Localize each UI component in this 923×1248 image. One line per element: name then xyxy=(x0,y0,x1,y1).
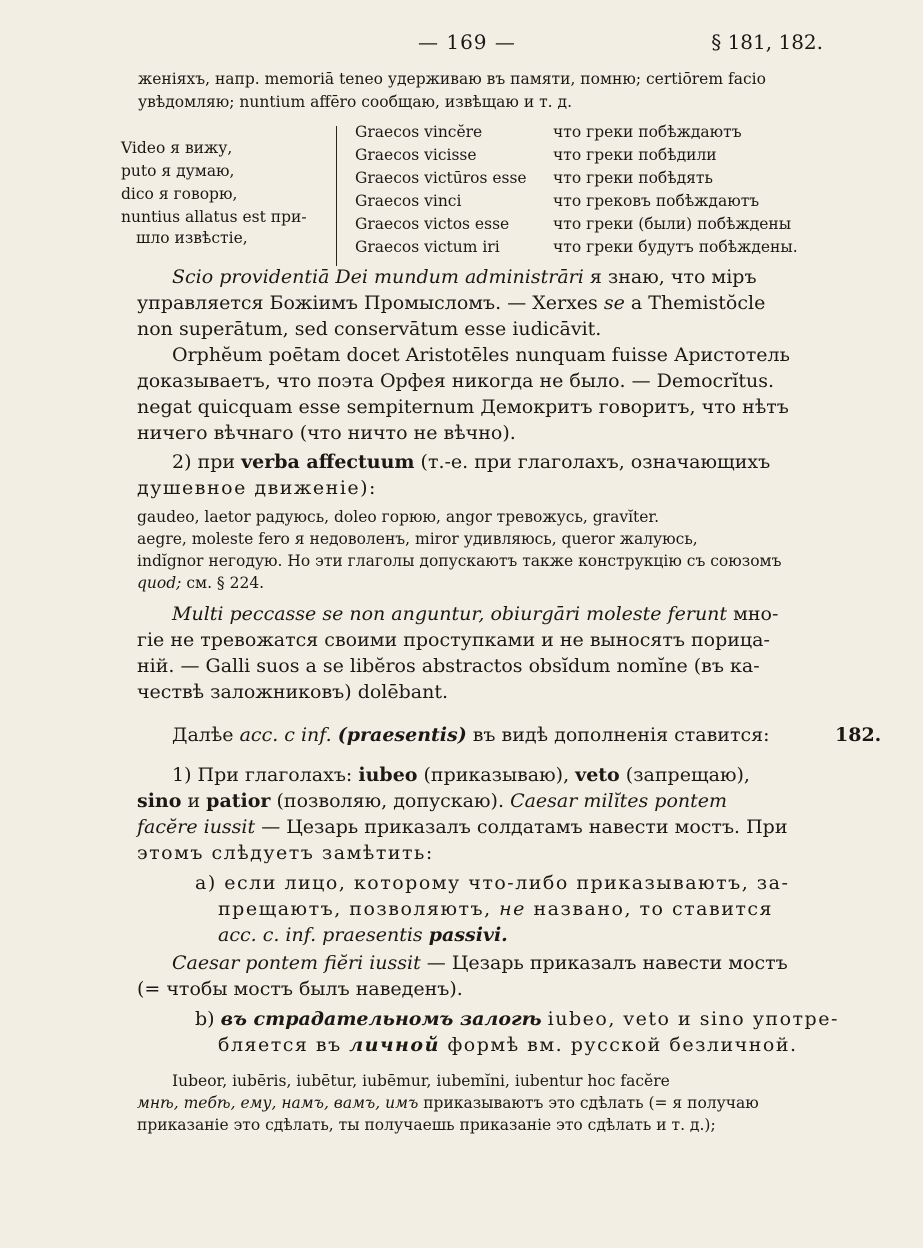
table-right-2: что греки побѣдили xyxy=(553,146,717,164)
table-right-1: что греки побѣждаютъ xyxy=(553,123,742,141)
para3-line-1: 2) при verba affectuum (т.-е. при глаголахъ, означающихъ xyxy=(172,451,771,473)
table-left-3: dico я говорю, xyxy=(121,185,238,203)
table-mid-2: Graecos vicisse xyxy=(355,146,477,164)
table-mid-1: Graecos vincĕre xyxy=(355,123,483,141)
para3-line-2: душевное движеніе): xyxy=(137,477,377,499)
section-182-line: Далѣе acc. c inf. (praesentis) въ видѣ дополненія ставится: xyxy=(172,724,770,746)
small1-line-1: gaudeo, laetor радуюсь, doleo горюю, angor тревожусь, gravĭter. xyxy=(137,508,660,526)
para1-line-1: Scio providentiā Dei mundum administrāri я знаю, что міръ xyxy=(172,266,757,288)
section-header: § 181, 182. xyxy=(711,30,823,54)
bracket-line xyxy=(336,126,343,266)
table-mid-3: Graecos victūros esse xyxy=(355,169,527,187)
small1-line-4: quod; см. § 224. xyxy=(137,574,265,592)
table-left-4: nuntius allatus est при- xyxy=(121,208,307,226)
para4-line-1: Multi peccasse se non anguntur, obiurgāri moleste ferunt мно- xyxy=(172,603,779,625)
para4-line-2: гіе не тревожатся своими проступками и не выносятъ порица- xyxy=(137,629,770,651)
table-mid-6: Graecos victum iri xyxy=(355,238,500,256)
para4-line-4: чествѣ заложниковъ) dolēbant. xyxy=(137,681,449,703)
item-a-line-1: а) если лицо, которому что-либо приказываютъ, за- xyxy=(195,872,790,894)
para1-line-3: non superātum, sed conservātum esse iudicāvit. xyxy=(137,318,602,340)
table-right-4: что грековъ побѣждаютъ xyxy=(553,192,760,210)
table-mid-5: Graecos victos esse xyxy=(355,215,510,233)
item-a-line-3: acc. c. inf. praesentis passivi. xyxy=(218,924,508,946)
para2-line-3: negat quicquam esse sempiternum Демокритъ говоритъ, что нѣтъ xyxy=(137,396,789,418)
small2-line-1: Iubeor, iubēris, iubētur, iubēmur, iubemĭni, iubentur hoc facĕre xyxy=(172,1072,670,1090)
intro-line-2: увѣдомляю; nuntium affēro сообщаю, извѣщаю и т. д. xyxy=(138,93,572,111)
para2-line-2: доказываетъ, что поэта Орфея никогда не было. — Democrĭtus. xyxy=(137,370,775,392)
para4-line-3: ній. — Galli suos a se libĕros abstractos obsĭdum nomĭne (въ ка- xyxy=(137,655,760,677)
section-number: 182. xyxy=(835,724,882,746)
table-left-2: puto я думаю, xyxy=(121,162,235,180)
item-a-line-2: прещаютъ, позволяютъ, не названо, то ставится xyxy=(218,898,774,920)
table-right-3: что греки побѣдять xyxy=(553,169,713,187)
table-right-5: что греки (были) побѣждены xyxy=(553,215,792,233)
para5-line-2: sino и patior (позволяю, допускаю). Caesar milĭtes pontem xyxy=(137,790,728,812)
table-left-5: шло извѣстіе, xyxy=(136,229,248,247)
para5-line-4: этомъ слѣдуетъ замѣтить: xyxy=(137,842,434,864)
para2-line-4: ничего вѣчнаго (что ничто не вѣчно). xyxy=(137,422,516,444)
small2-line-2: мнѣ, тебѣ, ему, намъ, вамъ, имъ приказываютъ это сдѣлать (= я получаю xyxy=(137,1094,759,1112)
table-left-1: Video я вижу, xyxy=(121,139,233,157)
item-b-line-1: b) въ страдательномъ залогѣ iubeo, veto и sino употре- xyxy=(195,1008,839,1030)
table-mid-4: Graecos vinci xyxy=(355,192,462,210)
para6-line-2: (= чтобы мостъ былъ наведенъ). xyxy=(137,978,463,1000)
item-b-line-2: бляется въ личной формѣ вм. русской безличной. xyxy=(218,1034,798,1056)
small1-line-3: indĭgnor негодую. Но эти глаголы допускаютъ также конструкцію съ союзомъ xyxy=(137,552,782,570)
para2-line-1: Orphĕum poētam docet Aristotēles nunquam fuisse Аристотель xyxy=(172,344,790,366)
table-right-6: что греки будутъ побѣждены. xyxy=(553,238,798,256)
intro-line-1: женіяхъ, напр. memoriā teneo удерживаю въ памяти, помню; certiōrem facio xyxy=(138,70,766,88)
para1-line-2: управляется Божіимъ Промысломъ. — Xerxes se a Themistŏcle xyxy=(137,292,766,314)
para5-line-3: facĕre iussit — Цезарь приказалъ солдатамъ навести мостъ. При xyxy=(137,816,788,838)
small2-line-3: приказаніе это сдѣлать, ты получаешь приказаніе это сдѣлать и т. д.); xyxy=(137,1116,716,1134)
page-number: — 169 — xyxy=(418,30,516,54)
para5-line-1: 1) При глаголахъ: iubeo (приказываю), veto (запрещаю), xyxy=(172,764,750,786)
para6-line-1: Caesar pontem fiĕri iussit — Цезарь приказалъ навести мостъ xyxy=(172,952,788,974)
small1-line-2: aegre, moleste fero я недоволенъ, miror удивляюсь, queror жалуюсь, xyxy=(137,530,698,548)
